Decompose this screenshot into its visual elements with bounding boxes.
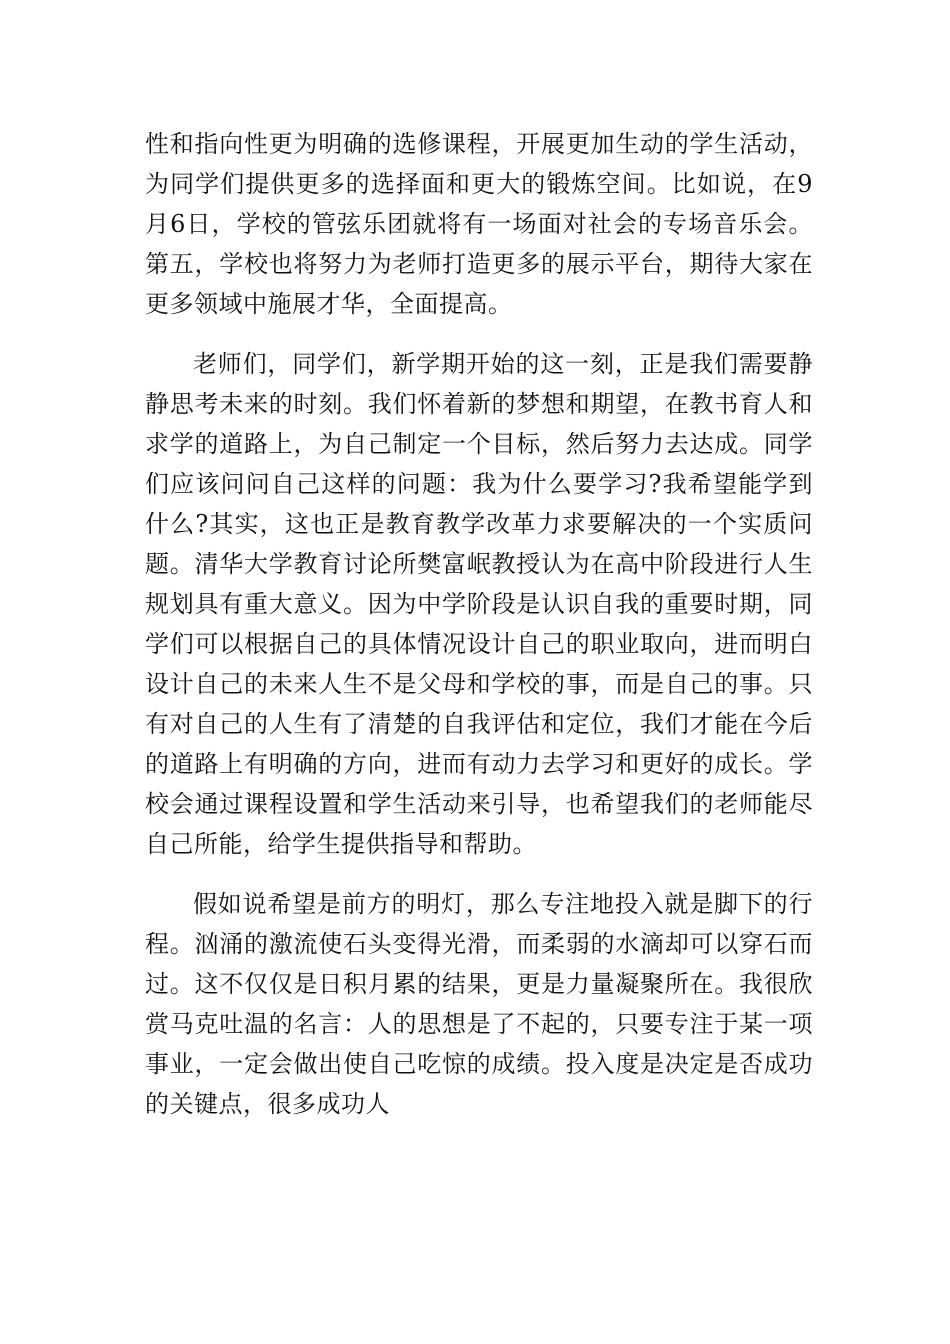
paragraph-new-semester: 老师们，同学们，新学期开始的这一刻，正是我们需要静静思考未来的时刻。我们怀着新的梦想和期望，在教书育人和求学的道路上，为自己制定一个目标，然后努力去达成。同学们应该问问自己这样的问题：我为什么要学习?我希望能学到什么?其实，这也正是教育教学改革力求要解决的一个实质问题。清华大学教育讨论所樊富岷教授认为在高中阶段进行人生规划具有重大意义。因为中学阶段是认识自我的重要时期，同学们可以根据自己的具体情况设计自己的职业取向，进而明白设计自己的未来人生不是父母和学校的事，而是自己的事。只有对自己的人生有了清楚的自我评估和定位，我们才能在今后的道路上有明确的方向，进而有动力去学习和更好的成长。学校会通过课程设置和学生活动来引导，也希望我们的老师能尽自己所能，给学生提供指导和帮助。 <box>145 350 813 858</box>
document-body <box>145 124 813 1144</box>
paragraph-focus: 假如说希望是前方的明灯，那么专注地投入就是脚下的行程。汹涌的激流使石头变得光滑，而柔弱的水滴却可以穿石而过。这不仅仅是日积月累的结果，更是力量凝聚所在。我很欣赏马克吐温的名言：人的思想是了不起的，只要专注于某一项事业，一定会做出使自己吃惊的成绩。投入度是决定是否成功的关键点，很多成功人 <box>145 890 813 1118</box>
paragraph-continuation: 性和指向性更为明确的选修课程，开展更加生动的学生活动，为同学们提供更多的选择面和更大的锻炼空间。比如说，在9月6日，学校的管弦乐团就将有一场面对社会的专场音乐会。第五，学校也将努力为老师打造更多的展示平台，期待大家在更多领域中施展才华，全面提高。 <box>145 130 813 318</box>
